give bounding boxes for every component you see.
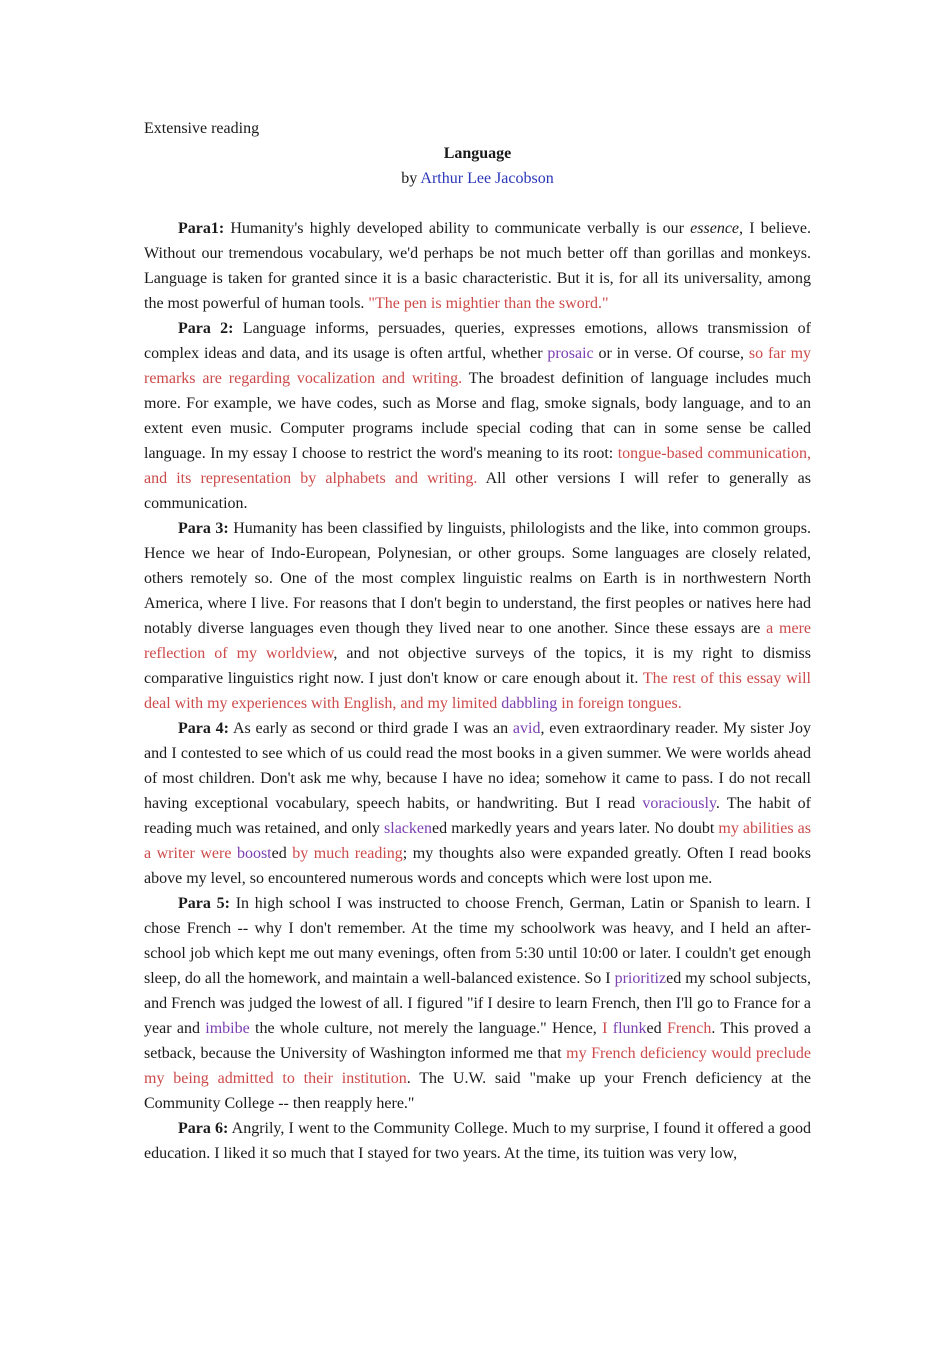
- author-name: Arthur Lee Jacobson: [420, 170, 554, 187]
- paragraph-text: I believe. Without our tremendous vocabulary, we'd perhaps be not much better off than gorillas and monkeys. Language is taken for granted since it is a basic characteristic. But it is, for all its universality, among the most powerful of human tools.: [144, 220, 811, 312]
- vocabulary-word: dabbling: [501, 695, 558, 712]
- paragraph-label: Para 2:: [178, 320, 234, 337]
- paragraph-text: ; my thoughts also were expanded greatly. Often I read books above my level, so encountered numerous words and concepts which were lost upon me.: [144, 845, 812, 887]
- paragraph-text: , and not objective surveys of the topics, it is my right to dismiss comparative linguistics right now. I just don't know or care enough about it.: [144, 645, 811, 687]
- byline-prefix: by: [401, 170, 421, 187]
- paragraph-text: . This proved a setback, because the University of Washington informed me that: [144, 1020, 812, 1062]
- paragraph-text: ed markedly years and years later. No doubt: [432, 820, 719, 837]
- paragraph-text: Humanity has been classified by linguists, philologists and the like, into common groups. Hence we hear of Indo-European, Polynesian, or other groups. Some languages are closely related, others remotely so. One of the most complex linguistic realms on Earth is in northwestern North America, where I live. For reasons that I don't begin to understand, the first peoples or natives here had notably diverse languages even though they lived near to one another. Since these essays are: [144, 520, 812, 637]
- paragraph-text: Language informs, persuades, queries, expresses emotions, allows transmission of complex ideas and data, and its usage is often artful, whether: [144, 320, 812, 362]
- vocabulary-word: prioritiz: [614, 970, 667, 987]
- vocabulary-word: avid: [512, 720, 541, 737]
- highlighted-phrase: so far my remarks are regarding vocalization and writing.: [144, 345, 812, 387]
- highlighted-phrase: I: [602, 1020, 613, 1037]
- paragraph: [144, 716, 811, 891]
- highlighted-phrase: my French deficiency would preclude my being admitted to their institution: [144, 1045, 812, 1087]
- vocabulary-word: imbibe: [205, 1020, 250, 1037]
- vocabulary-word: voraciously: [642, 795, 716, 812]
- paragraph-text: . The habit of reading much was retained, and only: [144, 795, 812, 837]
- section-label: Extensive reading: [144, 120, 260, 137]
- paragraph-text: ed: [271, 845, 293, 862]
- vocabulary-word: slacken: [384, 820, 432, 837]
- byline: [144, 166, 811, 191]
- highlighted-phrase: my abilities as a writer were: [144, 820, 811, 862]
- vocabulary-word: boost: [236, 845, 272, 862]
- document-title: Language: [443, 145, 512, 162]
- paragraph-label: Para 6:: [178, 1120, 229, 1137]
- document-page: [144, 116, 811, 1166]
- emphasized-word: essence,: [690, 220, 744, 237]
- paragraph-text: ed: [646, 1020, 667, 1037]
- paragraph-text: The broadest definition of language includes much more. For example, we have codes, such as Morse and flag, smoke signals, body language, and to an extent even music. Computer programs include special coding that can in some sense be called language. In my essay I choose to restrict the word's meaning to its root:: [144, 370, 812, 462]
- paragraph-text: the whole culture, not merely the language." Hence,: [249, 1020, 603, 1037]
- paragraph-label: Para1:: [178, 220, 225, 237]
- paragraph-text: As early as second or third grade I was an: [229, 720, 513, 737]
- vocabulary-word: prosaic: [547, 345, 594, 362]
- paragraph-text: or in verse. Of course,: [593, 345, 749, 362]
- paragraph: [144, 316, 811, 516]
- paragraph: [144, 1116, 811, 1166]
- paragraph-text: All other versions I will refer to generally as communication.: [144, 470, 812, 512]
- paragraph: [144, 216, 811, 316]
- paragraph-text: Humanity's highly developed ability to communicate verbally is our: [224, 220, 691, 237]
- highlighted-phrase: tongue-based communication, and its representation by alphabets and writing.: [144, 445, 812, 487]
- paragraph-text: ed my school subjects, and French was judged the lowest of all. I figured "if I desire to learn French, then I'll go to France for a year and: [144, 970, 811, 1037]
- paragraph-text: . The U.W. said "make up your French deficiency at the Community College -- then reapply here.": [144, 1070, 812, 1112]
- highlighted-phrase: "The pen is mightier than the sword.": [368, 295, 609, 312]
- highlighted-phrase: French: [666, 1020, 712, 1037]
- paragraph-label: Para 3:: [178, 520, 229, 537]
- paragraph-text: , even extraordinary reader. My sister Joy and I contested to see which of us could read the most books in a given summer. We were worlds ahead of most children. Don't ask me why, because I have no idea; somehow it came to pass. I do not recall having exceptional vocabulary, speech habits, or handwriting. But I read: [144, 720, 812, 812]
- essay-body: [144, 216, 811, 1166]
- highlighted-phrase: The rest of this essay will deal with my experiences with English, and my limited: [144, 670, 811, 712]
- highlighted-phrase: in foreign tongues.: [557, 695, 682, 712]
- paragraph-text: Angrily, I went to the Community College. Much to my surprise, I found it offered a good education. I liked it so much that I stayed for two years. At the time, its tuition was very low,: [144, 1120, 812, 1162]
- vocabulary-word: flunk: [612, 1020, 647, 1037]
- highlighted-phrase: a mere reflection of my worldview: [144, 620, 812, 662]
- paragraph-text: In high school I was instructed to choose French, German, Latin or Spanish to learn. I chose French -- why I don't remember. At the time my schoolwork was heavy, and I held an after-school job which kept me out many evenings, often from 5:30 until 10:00 or later. I couldn't get enough sleep, do all the homework, and maintain a well-balanced existence. So I: [144, 895, 812, 987]
- paragraph-label: Para 5:: [178, 895, 230, 912]
- highlighted-phrase: by much reading: [292, 845, 403, 862]
- paragraph-label: Para 4:: [178, 720, 230, 737]
- paragraph: [144, 516, 811, 716]
- paragraph: [144, 891, 811, 1116]
